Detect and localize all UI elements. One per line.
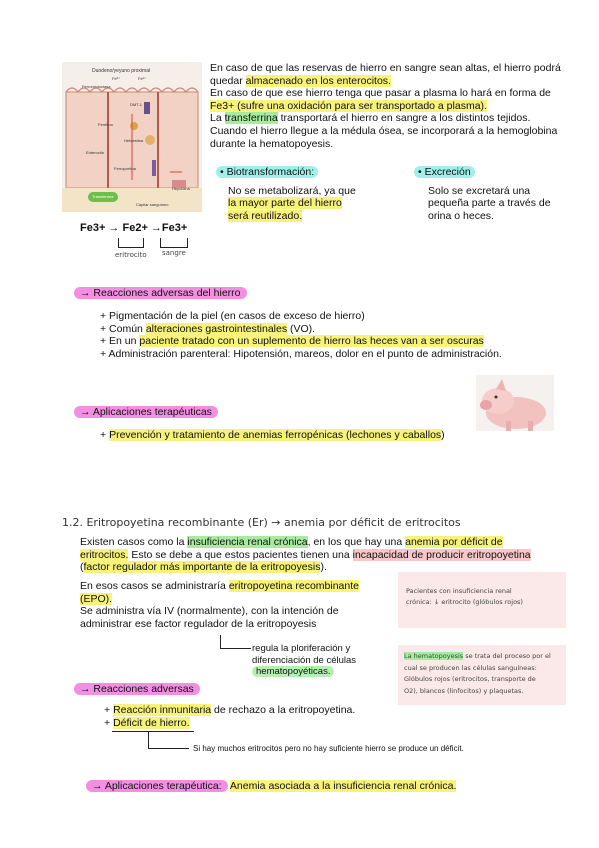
pill-label: → Aplicaciones terapéuticas <box>74 406 218 418</box>
text: + En un <box>100 335 140 348</box>
epo-therapeutic-application <box>86 780 506 793</box>
paragraph-line <box>80 593 380 606</box>
highlight: Déficit de hierro. <box>113 716 190 729</box>
bracket-eritrocito <box>118 238 144 248</box>
highlight: Anemia asociada a la insuficiencia renal crónica. <box>229 780 457 792</box>
iron-adverse-reactions-heading <box>74 287 247 300</box>
highlight: incapacidad de producir eritropoyetina <box>352 548 531 561</box>
paragraph-line: administrar ese factor regulador de la eritropoyesis <box>80 617 317 630</box>
note-line: Glóbulos rojos (eritrocitos, transporte de <box>404 675 536 683</box>
bracket-sangre <box>160 238 188 248</box>
note-line: diferenciación de células <box>252 654 357 666</box>
list-item: + Administración parenteral: Hipotensión, mareos, dolor en el punto de administración. <box>100 347 502 360</box>
paragraph-line <box>80 549 580 562</box>
note-line <box>404 651 560 663</box>
list-item <box>104 704 404 717</box>
note-line: regula la ploriferación y <box>252 643 351 654</box>
highlight: eritrocitos. <box>80 548 129 561</box>
highlight: alteraciones gastrointestinales <box>145 322 288 335</box>
excretion-line: pequeña parte a través de <box>428 197 551 210</box>
intro-line <box>210 112 590 125</box>
highlight: eritropoyetina recombinante <box>228 580 359 592</box>
iron-absorption-diagram <box>62 62 202 212</box>
intro-line <box>210 100 590 113</box>
highlight: hematopoyéticas. <box>252 666 334 677</box>
epo-adverse-reactions-list <box>104 704 404 729</box>
text: de rechazo a la eritropoyetina. <box>211 704 356 716</box>
text: se trata del proceso por el <box>463 652 551 660</box>
biotrans-line <box>228 197 396 210</box>
label-dmt1: DMT-1 <box>130 102 142 107</box>
text: ( <box>80 561 84 574</box>
text: Esto se debe a que estos pacientes tienen una <box>128 548 353 561</box>
text: Existen casos como la <box>80 536 188 548</box>
text: (VO). <box>287 322 316 335</box>
text: + <box>100 429 110 441</box>
highlight: La hematopoyesis <box>404 652 464 660</box>
pill-label: → Reacciones adversas del hierro <box>74 287 247 299</box>
text: ). <box>320 561 327 574</box>
label-transferrina: Transferrina <box>92 194 114 199</box>
list-item <box>100 335 590 348</box>
intro-line: durante la hematopoyesis. <box>210 137 334 150</box>
biotrans-line: No se metabolizará, ya que <box>228 184 356 197</box>
note-line <box>252 666 382 678</box>
text: + <box>104 716 114 729</box>
note-line: cual se producen las células sanguíneas: <box>404 663 537 672</box>
label-enterocito: Enterocito <box>86 150 105 155</box>
excretion-block <box>414 166 584 222</box>
pill-label: • Biotransformación: <box>216 166 318 178</box>
text: ) <box>441 429 445 441</box>
text: En esos casos se administraría <box>80 580 229 592</box>
iron-therapeutic-applications-list <box>100 429 580 442</box>
paragraph-line: Se administra vía IV (normalmente), con la intención de <box>80 605 339 618</box>
highlight: será reutilizado. <box>228 209 303 222</box>
biotransformation-block <box>216 166 396 222</box>
text: transportará el hierro en sangre a los distintos tejidos. <box>277 112 531 125</box>
iron-equation: Fe3+ → Fe2+ →Fe3+ <box>80 222 188 234</box>
excretion-line: orina o heces. <box>428 209 494 222</box>
label-eritrocito: eritrocito <box>115 251 147 259</box>
excretion-line: Solo se excretará una <box>428 184 531 197</box>
label-fe2-top: Fe²⁺ <box>138 76 147 81</box>
label-sangre: sangre <box>162 249 186 257</box>
biotrans-line <box>228 210 396 223</box>
highlight: Fe3+ (sufre una oxidación para ser transportado a plasma). <box>210 99 487 112</box>
text: + Común <box>100 322 146 335</box>
iron-therapeutic-applications-heading <box>74 406 218 419</box>
list-item <box>100 323 590 336</box>
text: , en los que hay una <box>307 536 406 548</box>
note-line: O2), blancos (linfocitos) y plaquetas. <box>404 686 524 695</box>
epo-branch-note <box>252 643 382 678</box>
label-capilar: Capilar sanguíneo <box>136 202 169 207</box>
highlight: la mayor parte del hierro <box>228 197 342 210</box>
branch-connector <box>220 635 251 649</box>
highlight: paciente tratado con un suplemento de hierro las heces van a ser oscuras <box>139 335 484 348</box>
label-ferritina: Ferritina <box>98 122 113 127</box>
highlight: almacenado en los enterocitos. <box>245 74 391 87</box>
note-hematopoyesis <box>398 645 566 705</box>
intro-line: En caso de que las reservas de hierro en sangre sean altas, el hierro podrá <box>210 62 561 74</box>
iron-adverse-reactions-list <box>100 310 590 360</box>
list-item: + Pigmentación de la piel (en casos de exceso de hierro) <box>100 310 365 322</box>
intro-line: En caso de que ese hierro tenga que pasar a plasma lo hará en forma de <box>210 87 551 100</box>
note-line: crónica: ↓ eritrocito (glóbulos rojos) <box>406 598 523 606</box>
note-line: Pacientes con insuficiencia renal <box>406 587 512 595</box>
list-item <box>100 429 580 442</box>
paragraph-line <box>80 536 580 549</box>
section-pill-excrecion <box>414 166 584 179</box>
iron-intro-paragraph <box>210 62 590 150</box>
branch-connector <box>148 732 189 749</box>
paragraph-line <box>80 580 380 593</box>
epo-intro-paragraph <box>80 536 580 574</box>
label-hepcidina: Hepcidina <box>172 186 190 191</box>
text: quedar <box>210 74 246 87</box>
label-ferrireductasa: Ferrorreductasa <box>82 84 111 89</box>
label-hefaestina: Hefaestina <box>124 138 144 143</box>
section-pill-biotransformacion <box>216 166 396 179</box>
pill-label: • Excreción <box>414 166 475 178</box>
label-fe3-top: Fe³⁺ <box>112 76 121 81</box>
text: La <box>210 112 225 125</box>
piglet-illustration <box>476 375 554 431</box>
highlight: Prevención y tratamiento de anemias ferropénicas (lechones y caballos <box>109 429 442 441</box>
highlight: insuficiencia renal crónica <box>187 536 308 548</box>
pill-label: → Reacciones adversas <box>74 683 200 695</box>
highlight: (EPO). <box>80 592 113 605</box>
list-item <box>104 717 404 730</box>
note-insuficiencia-renal <box>398 572 566 628</box>
intro-line: Cuando el hierro llegue a la médula ósea, se incorporará a la hemoglobina <box>210 124 558 137</box>
epo-administration-paragraph <box>80 580 380 630</box>
iron-deficit-explanation: Si hay muchos eritrocitos pero no hay suficiente hierro se produce un déficit. <box>193 744 464 753</box>
piglet-photo <box>476 375 554 431</box>
figure-title: Duodeno/yeyuno proximal <box>92 68 151 74</box>
epo-adverse-reactions-heading <box>74 683 200 696</box>
pill-label: → Aplicaciones terapéutica: <box>86 780 228 792</box>
text: + <box>104 704 114 716</box>
highlight: Reacción inmunitaria <box>113 704 212 716</box>
highlight: transferrina <box>224 112 278 125</box>
highlight: anemia por déficit de <box>405 536 503 548</box>
section-heading-eritropoyetina: 1.2. Eritropoyetina recombinante (Er) → anemia por déficit de eritrocitos <box>62 516 461 529</box>
highlight: factor regulador más importante de la eritropoyesis <box>83 561 321 574</box>
intro-line <box>210 75 590 88</box>
label-ferroportina: Ferroportina <box>114 166 136 171</box>
